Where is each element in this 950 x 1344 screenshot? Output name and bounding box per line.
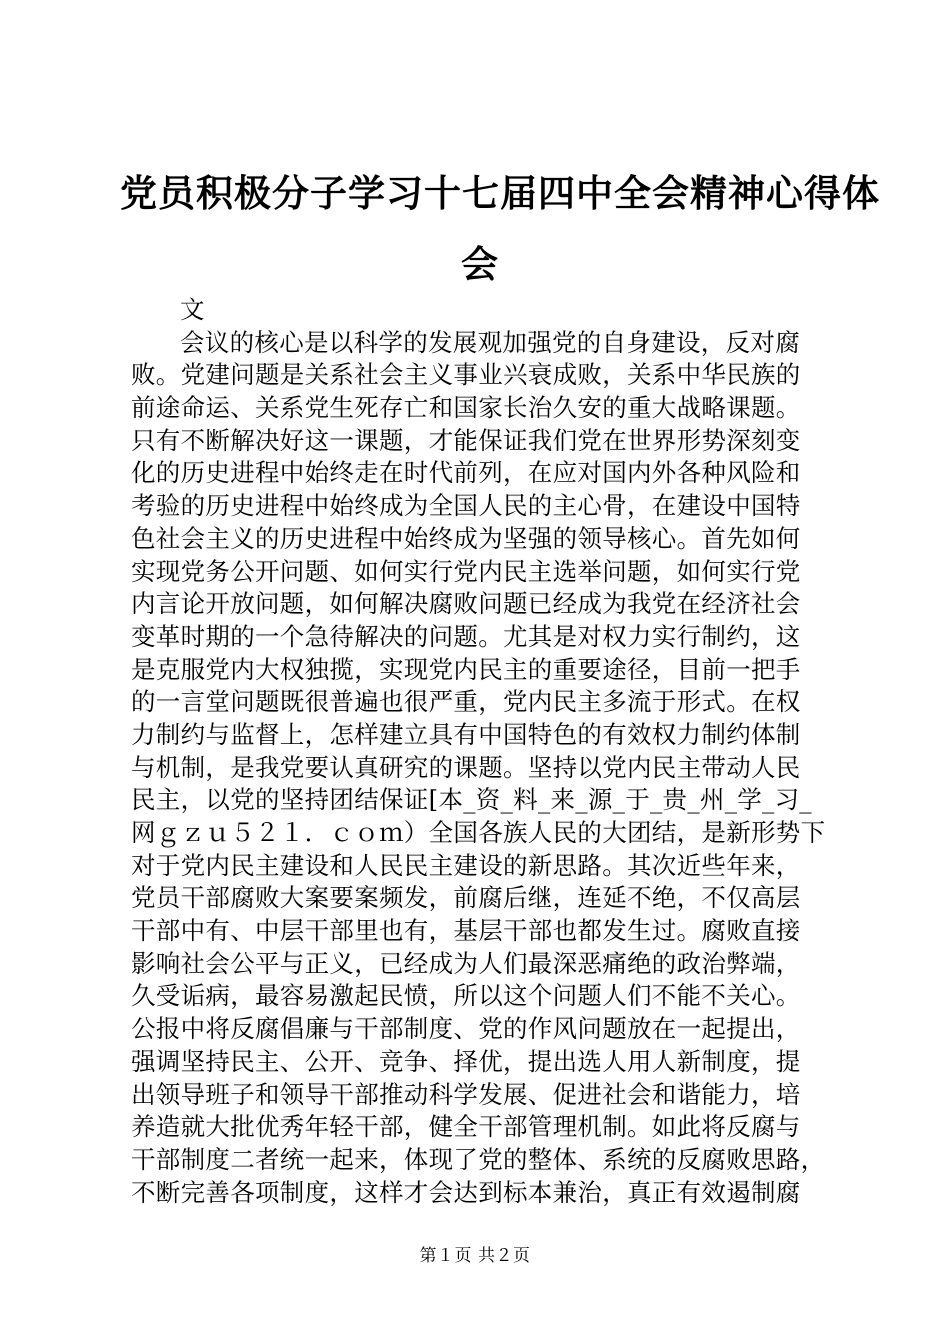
body-line: 养造就大批优秀年轻干部，健全干部管理机制。如此将反腐与	[131, 1112, 801, 1142]
document-body	[131, 294, 831, 1209]
body-line: 公报中将反腐倡廉与干部制度、党的作风问题放在一起提出，	[131, 1014, 801, 1044]
body-line: 实现党务公开问题、如何实行党内民主选举问题，如何实行党	[131, 556, 801, 586]
body-line: 只有不断解决好这一课题，才能保证我们党在世界形势深刻变	[131, 425, 801, 455]
body-line: 对于党内民主建设和人民民主建设的新思路。其次近些年来，	[131, 850, 801, 880]
body-line: 影响社会公平与正义，已经成为人们最深恶痛绝的政治弊端，	[131, 948, 801, 978]
body-line: 是克服党内大权独揽，实现党内民主的重要途径，目前一把手	[131, 654, 801, 684]
body-line: 考验的历史进程中始终成为全国人民的主心骨，在建设中国特	[131, 491, 801, 521]
body-line: 前途命运、关系党生死存亡和国家长治久安的重大战略课题。	[131, 393, 801, 423]
body-line: 变革时期的一个急待解决的问题。尤其是对权力实行制约，这	[131, 621, 801, 651]
body-line: 的一言堂问题既很普遍也很严重，党内民主多流于形式。在权	[131, 687, 801, 717]
body-line: 化的历史进程中始终走在时代前列，在应对国内外各种风险和	[131, 458, 801, 488]
body-line: 出领导班子和领导干部推动科学发展、促进社会和谐能力，培	[131, 1079, 801, 1109]
body-line: 民主，以党的坚持团结保证[本_资_料_来_源_于_贵_州_学_习_	[131, 785, 812, 815]
body-line: 党员干部腐败大案要案频发，前腐后继，连延不绝，不仅高层	[131, 883, 801, 913]
body-line: 力制约与监督上，怎样建立具有中国特色的有效权力制约体制	[131, 719, 801, 749]
title-line-2: 会	[461, 242, 499, 286]
body-line: 色社会主义的历史进程中始终成为坚强的领导核心。首先如何	[131, 523, 801, 553]
document-title	[120, 158, 880, 300]
body-line: 不断完善各项制度，这样才会达到标本兼治，真正有效遏制腐	[131, 1177, 801, 1207]
body-line: 败。党建问题是关系社会主义事业兴衰成败，关系中华民族的	[131, 360, 801, 390]
body-line: 网ｇｚｕ５２１．ｃｏｍ）全国各族人民的大团结，是新形势下	[131, 818, 826, 847]
author-line: 文	[180, 295, 205, 324]
body-line: 干部中有、中层干部里也有，基层干部也都发生过。腐败直接	[131, 916, 801, 946]
page-footer: 第１页 共２页	[419, 1246, 531, 1266]
body-line: 久受诟病，最容易激起民愤，所以这个问题人们不能不关心。	[131, 981, 801, 1011]
body-line: 内言论开放问题，如何解决腐败问题已经成为我党在经济社会	[131, 589, 801, 619]
body-line: 强调坚持民主、公开、竞争、择优，提出选人用人新制度，提	[131, 1046, 801, 1076]
title-line-1: 党员积极分子学习十七届四中全会精神心得体	[120, 171, 880, 215]
body-line: 会议的核心是以科学的发展观加强党的自身建设，反对腐	[180, 327, 800, 357]
body-line: 与机制，是我党要认真研究的课题。坚持以党内民主带动人民	[131, 752, 801, 782]
body-line: 干部制度二者统一起来，体现了党的整体、系统的反腐败思路，	[131, 1144, 826, 1174]
